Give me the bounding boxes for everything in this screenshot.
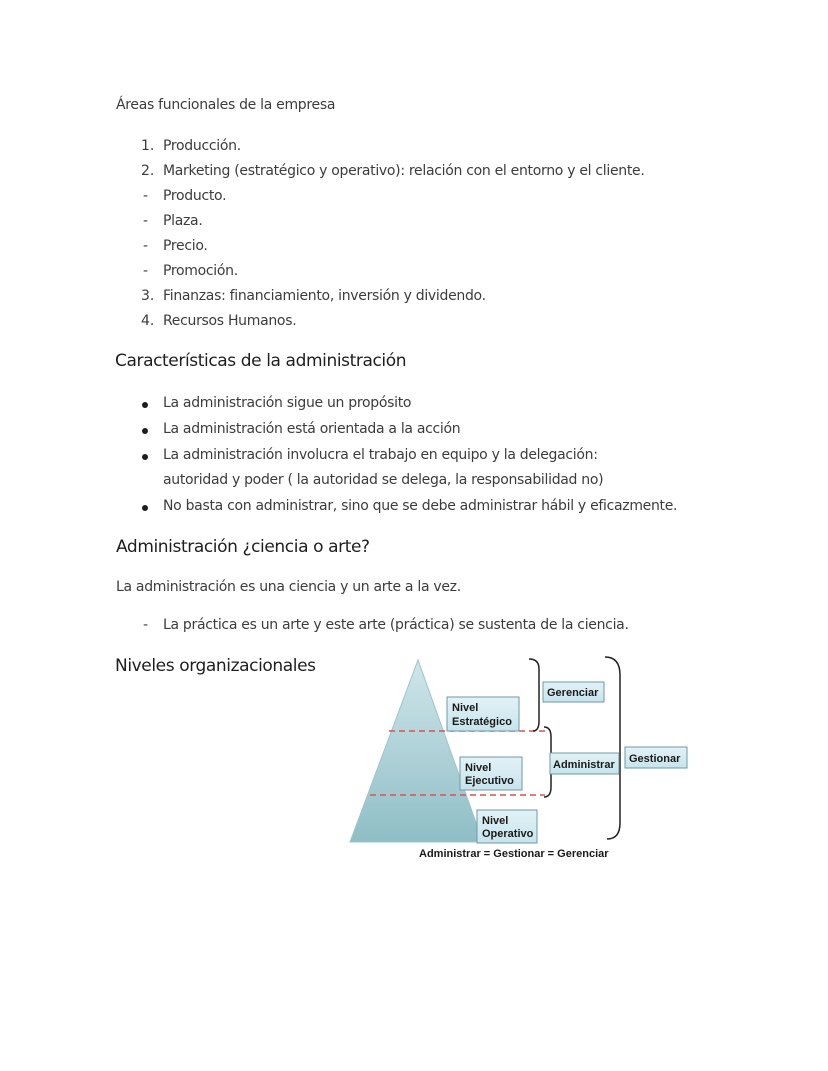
- list-marker: 4.: [141, 313, 155, 329]
- list-marker: 1.: [141, 138, 155, 154]
- list-marker: 3.: [141, 288, 155, 304]
- list-item: La práctica es un arte y este arte (práctica) se sustenta de la ciencia.: [163, 617, 629, 633]
- list-item: La administración está orientada a la acción: [163, 421, 461, 437]
- bullet-icon: [142, 505, 148, 511]
- label-box-gestionar: [625, 747, 687, 768]
- label-box-administrar: [550, 753, 619, 774]
- pyramid-shape: [350, 660, 483, 842]
- list-item: No basta con administrar, sino que se debe administrar hábil y eficazmente.: [163, 498, 678, 514]
- list-item: Recursos Humanos.: [163, 313, 297, 329]
- section-title-caracteristicas: Características de la administración: [115, 351, 407, 371]
- list-item: La administración involucra el trabajo en equipo y la delegación: autoridad y poder ( la autoridad se delega, la responsabilidad no): [163, 447, 604, 488]
- section-title-areas: Áreas funcionales de la empresa: [116, 97, 336, 113]
- label-gestionar: Gestionar: [629, 753, 681, 765]
- level-box-executive-line2: Ejecutivo: [465, 775, 514, 787]
- list-item: Precio.: [163, 238, 208, 254]
- level-box-strategic-line1: Nivel: [452, 702, 479, 714]
- level-box-operative: [477, 810, 537, 843]
- level-box-executive-line1: Nivel: [465, 762, 492, 774]
- bracket-gerenciar: [529, 659, 539, 731]
- level-box-strategic: [447, 697, 519, 731]
- diagram-caption: Administrar = Gestionar = Gerenciar: [419, 848, 609, 860]
- section-title-ciencia-arte: Administración ¿ciencia o arte?: [116, 537, 370, 557]
- label-gerenciar: Gerenciar: [547, 687, 599, 699]
- bullet-icon: [142, 402, 148, 408]
- list-item: Producción.: [163, 138, 241, 154]
- list-item: Producto.: [163, 188, 227, 204]
- label-box-gerenciar: [543, 682, 604, 702]
- section-title-niveles: Niveles organizacionales: [115, 656, 316, 676]
- organizational-levels-diagram: [345, 655, 695, 870]
- list-item: Finanzas: financiamiento, inversión y dividendo.: [163, 288, 486, 304]
- bullet-icon: [142, 428, 148, 434]
- list-marker: -: [143, 188, 149, 204]
- level-box-strategic-line2: Estratégico: [452, 716, 512, 728]
- label-administrar: Administrar: [553, 759, 615, 771]
- list-marker: -: [143, 617, 149, 633]
- list-item: La administración sigue un propósito: [163, 395, 412, 411]
- list-item: Promoción.: [163, 263, 238, 279]
- level-box-operative-line2: Operativo: [482, 828, 534, 840]
- list-marker: -: [143, 213, 149, 229]
- bullet-icon: [142, 454, 148, 460]
- list-marker: -: [143, 263, 149, 279]
- list-item: Marketing (estratégico y operativo): relación con el entorno y el cliente.: [163, 163, 645, 179]
- level-box-executive: [460, 757, 522, 790]
- list-marker: 2.: [141, 163, 155, 179]
- bracket-gestionar: [605, 657, 620, 839]
- paragraph: La administración es una ciencia y un arte a la vez.: [116, 579, 461, 595]
- list-item: Plaza.: [163, 213, 203, 229]
- list-marker: -: [143, 238, 149, 254]
- level-box-operative-line1: Nivel: [482, 815, 509, 827]
